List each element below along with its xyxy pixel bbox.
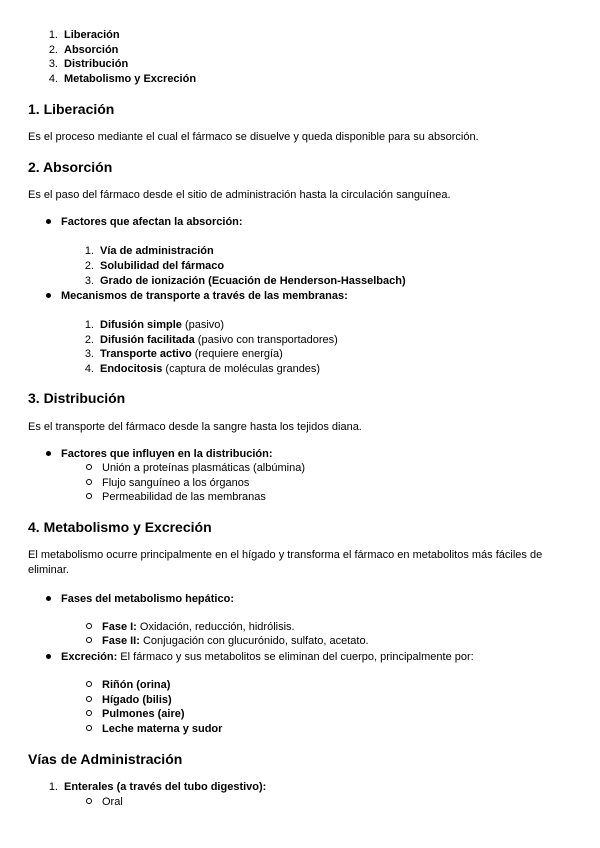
circle-bullet-icon (86, 464, 92, 470)
circle-bullet-icon (86, 696, 92, 702)
section-heading-vias: Vías de Administración (28, 751, 183, 767)
circle-bullet-icon (86, 637, 92, 643)
section-heading-distribucion: 3. Distribución (28, 390, 126, 406)
toc-item: 1. Liberación (48, 29, 120, 41)
section-heading-liberacion: 1. Liberación (28, 101, 115, 117)
list-item: 2. Solubilidad del fármaco (84, 260, 225, 272)
circle-bullet-icon (86, 681, 92, 687)
bullet-icon (46, 293, 51, 298)
bullet-icon (46, 451, 51, 456)
toc-item: 4. Metabolismo y Excreción (48, 73, 197, 85)
circle-bullet-icon (86, 479, 92, 485)
circle-bullet-icon (86, 623, 92, 629)
paragraph-liberacion: Es el proceso mediante el cual el fármaco se disuelve y queda disponible para su absorción. (28, 131, 479, 143)
bullet-mecanismos: Mecanismos de transporte a través de las membranas: (46, 289, 348, 304)
bullet-excrecion: Excreción: El fármaco y sus metabolitos se eliminan del cuerpo, principalmente por: (46, 650, 474, 665)
list-item: Hígado (bilis) (86, 693, 172, 708)
bullet-factores-absorcion: Factores que afectan la absorción: (46, 215, 243, 230)
list-item: 1. Difusión simple (pasivo) (84, 319, 225, 331)
toc-item: 2. Absorción (48, 44, 119, 56)
list-item: Pulmones (aire) (86, 707, 185, 722)
circle-bullet-icon (86, 725, 92, 731)
list-item: 4. Endocitosis (captura de moléculas grandes) (84, 363, 321, 375)
list-item: Permeabilidad de las membranas (86, 490, 266, 505)
circle-bullet-icon (86, 710, 92, 716)
circle-bullet-icon (86, 798, 92, 804)
list-item: Fase II: Conjugación con glucurónido, sulfato, acetato. (86, 634, 369, 649)
bullet-factores-distribucion: Factores que influyen en la distribución: (46, 447, 272, 462)
bullet-icon (46, 654, 51, 659)
list-item: Oral (86, 795, 123, 810)
list-item: 1. Vía de administración (84, 245, 214, 257)
bullet-icon (46, 219, 51, 224)
toc-item: 3. Distribución (48, 58, 129, 70)
circle-bullet-icon (86, 493, 92, 499)
list-item: 3. Grado de ionización (Ecuación de Henderson-Hasselbach) (84, 275, 406, 287)
list-item: Riñón (orina) (86, 678, 170, 693)
bullet-icon (46, 596, 51, 601)
list-item: Leche materna y sudor (86, 722, 222, 737)
bullet-fases: Fases del metabolismo hepático: (46, 592, 234, 607)
section-heading-absorcion: 2. Absorción (28, 159, 113, 175)
list-item: Fase I: Oxidación, reducción, hidrólisis. (86, 620, 295, 635)
list-item: Unión a proteínas plasmáticas (albúmina) (86, 461, 305, 476)
list-item: 3. Transporte activo (requiere energía) (84, 348, 283, 360)
paragraph-absorcion: Es el paso del fármaco desde el sitio de administración hasta la circulación sanguínea. (28, 189, 451, 201)
list-item: Flujo sanguíneo a los órganos (86, 476, 249, 491)
paragraph-distribucion: Es el transporte del fármaco desde la sangre hasta los tejidos diana. (28, 421, 362, 433)
paragraph-metabolismo: El metabolismo ocurre principalmente en el hígado y transforma el fármaco en metabolitos más fáciles de eliminar. (28, 549, 543, 576)
section-heading-metabolismo: 4. Metabolismo y Excreción (28, 519, 212, 535)
list-item: 1. Enterales (a través del tubo digestivo): (48, 781, 267, 793)
list-item: 2. Difusión facilitada (pasivo con transportadores) (84, 334, 338, 346)
